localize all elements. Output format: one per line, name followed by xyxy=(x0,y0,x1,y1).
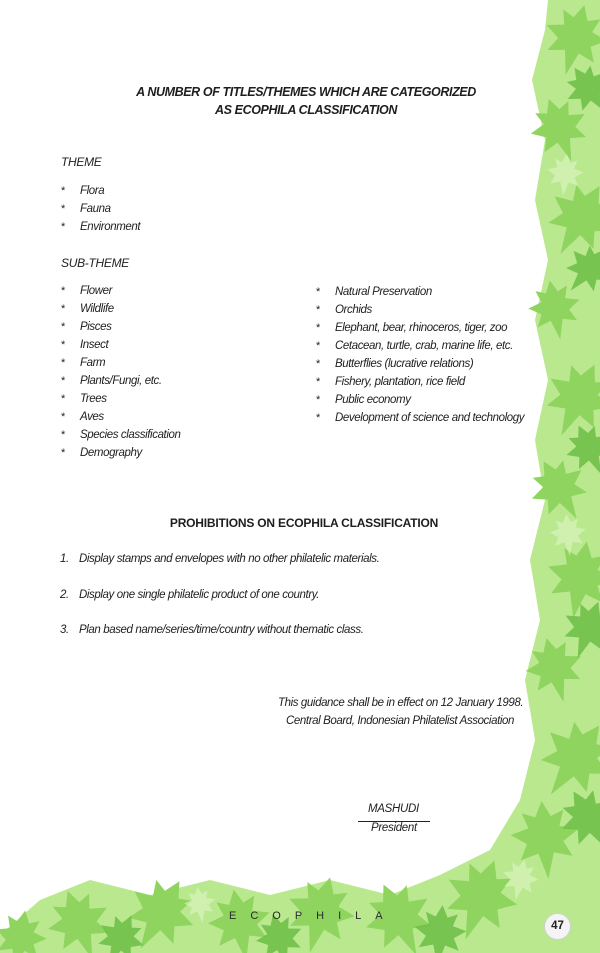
bullet-asterisk: * xyxy=(61,185,65,197)
bullet-asterisk: * xyxy=(61,339,65,351)
prohibitions-title: PROHIBITIONS ON ECOPHILA CLASSIFICATION xyxy=(169,516,439,530)
theme-list xyxy=(61,182,140,236)
prohibition-item xyxy=(60,589,319,601)
guidance-issuer: Central Board, Indonesian Philatelist Association xyxy=(286,715,515,727)
bullet-asterisk: * xyxy=(61,375,65,387)
list-item: * Environment xyxy=(61,218,140,236)
bullet-asterisk: * xyxy=(316,376,320,388)
page-heading-line-1: A NUMBER OF TITLES/THEMES WHICH ARE CATEGORIZED xyxy=(136,85,476,99)
signatory-role: President xyxy=(371,822,417,834)
list-item: * Butterflies (lucrative relations) xyxy=(316,355,524,373)
prohibition-text: Display stamps and envelopes with no other philatelic materials. xyxy=(79,553,380,565)
list-item: * Fauna xyxy=(61,200,140,218)
bullet-asterisk: * xyxy=(61,321,65,333)
bullet-asterisk: * xyxy=(61,285,65,297)
page-heading-line-2: AS ECOPHILA CLASSIFICATION xyxy=(215,103,397,117)
bullet-asterisk: * xyxy=(61,203,65,215)
list-item: * Elephant, bear, rhinoceros, tiger, zoo xyxy=(316,319,524,337)
list-item: * Farm xyxy=(61,354,181,372)
bullet-asterisk: * xyxy=(316,322,320,334)
bullet-asterisk: * xyxy=(61,393,65,405)
page-number-badge: 47 xyxy=(544,913,571,940)
bullet-asterisk: * xyxy=(61,221,65,233)
bullet-asterisk: * xyxy=(316,412,320,424)
list-item: * Natural Preservation xyxy=(316,283,524,301)
list-item: * Insect xyxy=(61,336,181,354)
list-item: * Development of science and technology xyxy=(316,409,524,427)
prohibition-text: Plan based name/series/time/country without thematic class. xyxy=(79,624,364,636)
theme-label: THEME xyxy=(61,155,102,169)
prohibition-number: 2. xyxy=(60,589,69,601)
prohibition-item xyxy=(60,553,379,565)
bullet-asterisk: * xyxy=(61,411,65,423)
bullet-asterisk: * xyxy=(316,286,320,298)
prohibition-text: Display one single philatelic product of one country. xyxy=(79,589,320,601)
list-item: * Demography xyxy=(61,444,181,462)
prohibition-item xyxy=(60,624,364,636)
prohibition-number: 3. xyxy=(60,624,69,636)
bullet-asterisk: * xyxy=(316,358,320,370)
signatory-name: MASHUDI xyxy=(368,803,419,815)
list-item: * Aves xyxy=(61,408,181,426)
list-item: * Fishery, plantation, rice field xyxy=(316,373,524,391)
subtheme-right-list xyxy=(316,283,524,427)
bullet-asterisk: * xyxy=(316,340,320,352)
subtheme-label: SUB-THEME xyxy=(61,256,129,270)
prohibition-number: 1. xyxy=(60,553,69,565)
subtheme-left-list xyxy=(61,282,181,462)
bullet-asterisk: * xyxy=(316,394,320,406)
bullet-asterisk: * xyxy=(61,357,65,369)
list-item: * Cetacean, turtle, crab, marine life, etc. xyxy=(316,337,524,355)
list-item: * Flower xyxy=(61,282,181,300)
list-item: * Trees xyxy=(61,390,181,408)
bullet-asterisk: * xyxy=(61,303,65,315)
bullet-asterisk: * xyxy=(316,304,320,316)
list-item: * Public economy xyxy=(316,391,524,409)
list-item: * Orchids xyxy=(316,301,524,319)
list-item: * Species classification xyxy=(61,426,181,444)
list-item: * Pisces xyxy=(61,318,181,336)
footer-brand: ECOPHILA xyxy=(229,910,397,922)
bullet-asterisk: * xyxy=(61,429,65,441)
bullet-asterisk: * xyxy=(61,447,65,459)
list-item: * Flora xyxy=(61,182,140,200)
guidance-effective-note: This guidance shall be in effect on 12 January 1998. xyxy=(278,697,524,709)
list-item: * Wildlife xyxy=(61,300,181,318)
list-item: * Plants/Fungi, etc. xyxy=(61,372,181,390)
